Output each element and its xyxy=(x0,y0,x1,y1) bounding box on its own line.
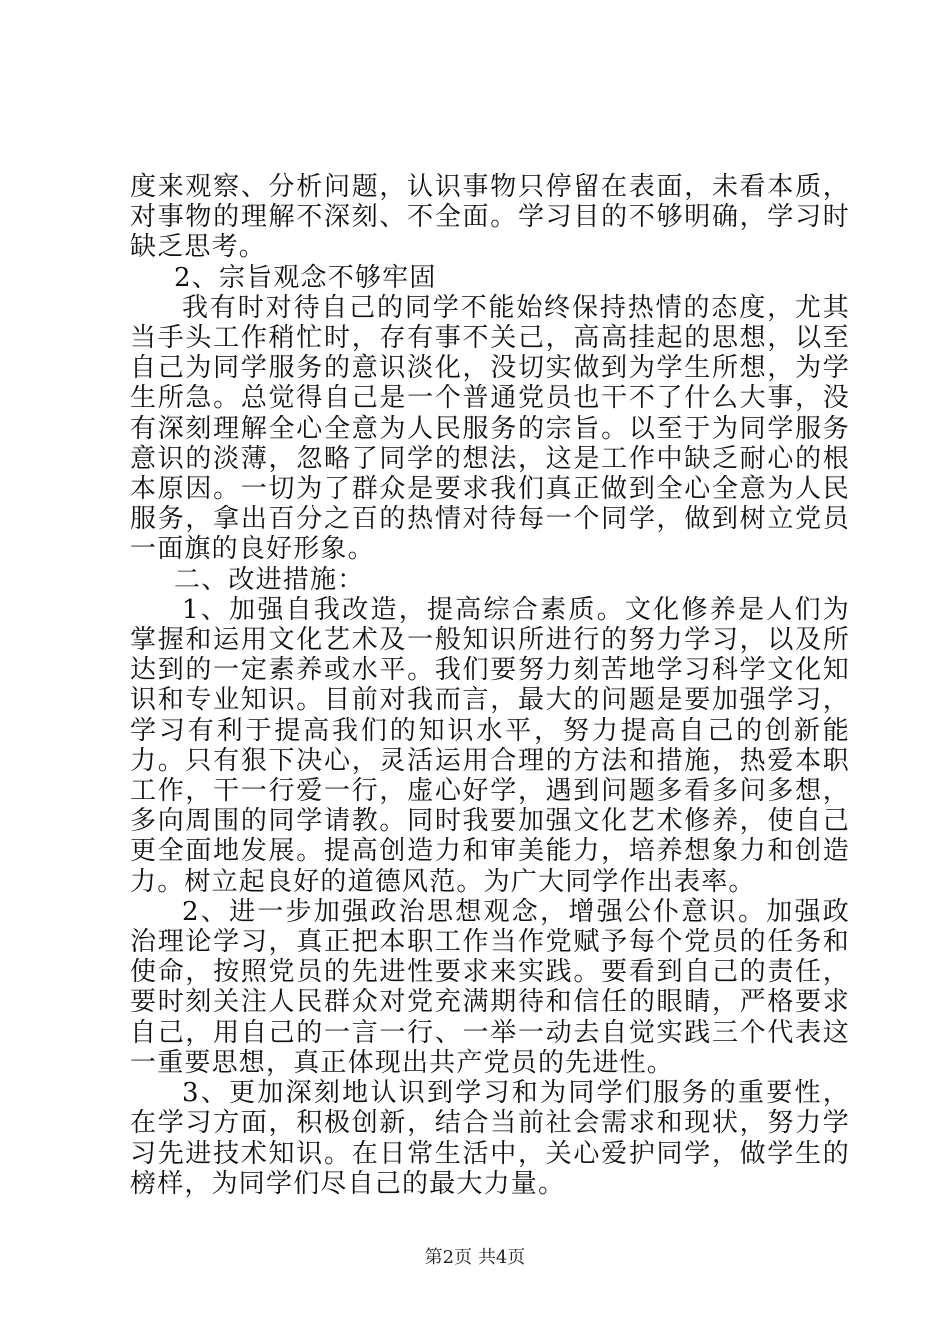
document-body xyxy=(130,172,850,1199)
paragraph-improvement-2: 2、进一步加强政治思想观念，增强公仆意识。加强政治理论学习，真正把本职工作当作党赋予每个党员的任务和使命，按照党员的先进性要求来实践。要看到自己的责任，要时刻关注人民群众对党充满期待和信任的眼睛，严格要求自己，用自己的一言一行、一举一动去自觉实践三个代表这一重要思想，真正体现出共产党员的先进性。 xyxy=(130,896,850,1078)
paragraph-purpose: 我有时对待自己的同学不能始终保持热情的态度，尤其当手头工作稍忙时，存有事不关己，高高挂起的思想，以至自己为同学服务的意识淡化，没切实做到为学生所想，为学生所急。总觉得自己是一个普通党员也干不了什么大事，没有深刻理解全心全意为人民服务的宗旨。以至于为同学服务意识的淡薄，忽略了同学的想法，这是工作中缺乏耐心的根本原因。一切为了群众是要求我们真正做到全心全意为人民服务，拿出百分之百的热情对待每一个同学，做到树立党员一面旗的良好形象。 xyxy=(130,292,850,565)
page-number-footer: 第2页 共4页 xyxy=(424,1247,526,1268)
subheading-purpose: 2、宗旨观念不够牢固 xyxy=(174,262,437,293)
paragraph-improvement-1: 1、加强自我改造，提高综合素质。文化修养是人们为掌握和运用文化艺术及一般知识所进行的努力学习，以及所达到的一定素养或水平。我们要努力刻苦地学习科学文化知识和专业知识。目前对我而言，最大的问题是要加强学习，学习有利于提高我们的知识水平，努力提高自己的创新能力。只有狠下决心，灵活运用合理的方法和措施，热爱本职工作，干一行爱一行，虚心好学，遇到问题多看多问多想，多向周围的同学请教。同时我要加强文化艺术修养，使自己更全面地发展。提高创造力和审美能力，培养想象力和创造力。树立起良好的道德风范。为广大同学作出表率。 xyxy=(130,594,850,897)
section-heading-improvements: 二、改进措施： xyxy=(174,564,365,595)
paragraph-continuation: 度来观察、分析问题，认识事物只停留在表面，未看本质，对事物的理解不深刻、不全面。学习目的不够明确，学习时缺乏思考。 xyxy=(130,172,850,263)
paragraph-improvement-3: 3、更加深刻地认识到学习和为同学们服务的重要性，在学习方面，积极创新，结合当前社会需求和现状，努力学习先进技术知识。在日常生活中，关心爱护同学，做学生的榜样，为同学们尽自己的最大力量。 xyxy=(130,1078,850,1199)
